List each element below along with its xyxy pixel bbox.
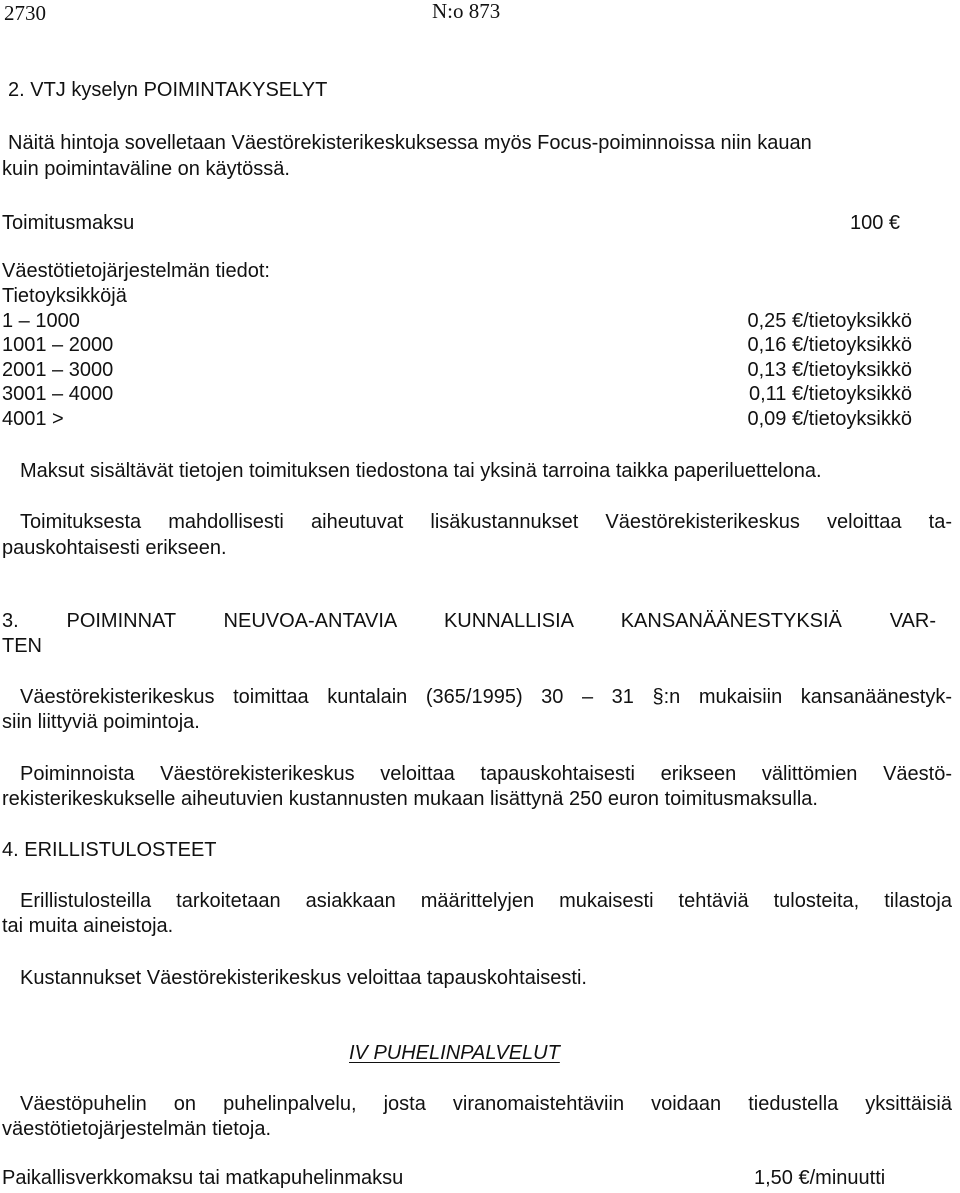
- price-row-range: 1 – 1000: [2, 310, 80, 332]
- data-units-label: Tietoyksikköjä: [2, 285, 127, 307]
- phone-fee-value: 1,50 €/minuutti: [754, 1167, 886, 1189]
- section-3-para2-line2: rekisterikeskukselle aiheutuvien kustannusten mukaan lisättynä 250 euron toimitusmaksulla.: [2, 788, 818, 810]
- section-4-para1-line2: tai muita aineistoja.: [2, 915, 174, 937]
- extra-costs-note-line1: Toimituksesta mahdollisesti aiheutuvat lisäkustannukset Väestörekisterikeskus veloittaa ta-: [20, 511, 952, 533]
- price-row-price: 0,16 €/tietoyksikkö: [747, 334, 912, 356]
- section-iv-para-line2: väestötietojärjestelmän tietoja.: [2, 1118, 272, 1140]
- price-row: [2, 332, 912, 358]
- delivery-fee-value: 100 €: [850, 212, 901, 234]
- population-data-label: Väestötietojärjestelmän tiedot:: [2, 260, 270, 282]
- price-row: [2, 381, 912, 407]
- price-row: [2, 308, 912, 334]
- price-row-price: 0,25 €/tietoyksikkö: [747, 310, 912, 332]
- page-number: 2730: [4, 1, 46, 25]
- price-row: [2, 357, 912, 383]
- fees-note: Maksut sisältävät tietojen toimituksen tiedostona tai yksinä tarroina taikka paperiluettelona.: [20, 460, 822, 482]
- price-row-price: 0,11 €/tietoyksikkö: [748, 383, 912, 405]
- price-row-price: 0,09 €/tietoyksikkö: [747, 408, 912, 430]
- section-4-para2: Kustannukset Väestörekisterikeskus veloittaa tapauskohtaisesti.: [20, 967, 587, 989]
- price-row: [2, 406, 912, 432]
- price-row-range: 4001 >: [2, 408, 64, 430]
- price-row-price: 0,13 €/tietoyksikkö: [747, 359, 912, 381]
- section-4-para1-line1: Erillistulosteilla tarkoitetaan asiakkaan määrittelyjen mukaisesti tehtäviä tulosteita, tilastoja: [20, 890, 952, 912]
- delivery-fee-label: Toimitusmaksu: [2, 212, 135, 234]
- section-3-heading-line1: 3. POIMINNAT NEUVOA-ANTAVIA KUNNALLISIA KANSANÄÄNESTYKSIÄ VAR-: [2, 610, 936, 632]
- section-3-para2-line1: Poiminnoista Väestörekisterikeskus veloittaa tapauskohtaisesti erikseen välittömien Väestö-: [20, 763, 952, 785]
- price-row-range: 3001 – 4000: [2, 383, 114, 405]
- section-2-intro-line2: kuin poimintaväline on käytössä.: [2, 158, 290, 180]
- section-3-para1-line2: siin liittyviä poimintoja.: [2, 711, 200, 733]
- section-2-heading: 2. VTJ kyselyn POIMINTAKYSELYT: [8, 79, 328, 101]
- section-3-para1-line1: Väestörekisterikeskus toimittaa kuntalain (365/1995) 30 – 31 §:n mukaisiin kansanäänestyk-: [20, 686, 952, 708]
- section-iv-heading: IV PUHELINPALVELUT: [349, 1042, 560, 1064]
- section-iv-para-line1: Väestöpuhelin on puhelinpalvelu, josta viranomaistehtäviin voidaan tiedustella yksittäisiä: [20, 1093, 952, 1115]
- issue-number: N:o 873: [432, 0, 501, 23]
- phone-fee-label: Paikallisverkkomaksu tai matkapuhelinmaksu: [2, 1167, 404, 1189]
- section-2-intro-line1: Näitä hintoja sovelletaan Väestörekisterikeskuksessa myös Focus-poiminnoissa niin kauan: [8, 132, 812, 154]
- section-3-heading-line2: TEN: [2, 635, 42, 657]
- extra-costs-note-line2: pauskohtaisesti erikseen.: [2, 537, 227, 559]
- price-row-range: 2001 – 3000: [2, 359, 114, 381]
- section-4-heading: 4. ERILLISTULOSTEET: [2, 839, 217, 861]
- price-row-range: 1001 – 2000: [2, 334, 114, 356]
